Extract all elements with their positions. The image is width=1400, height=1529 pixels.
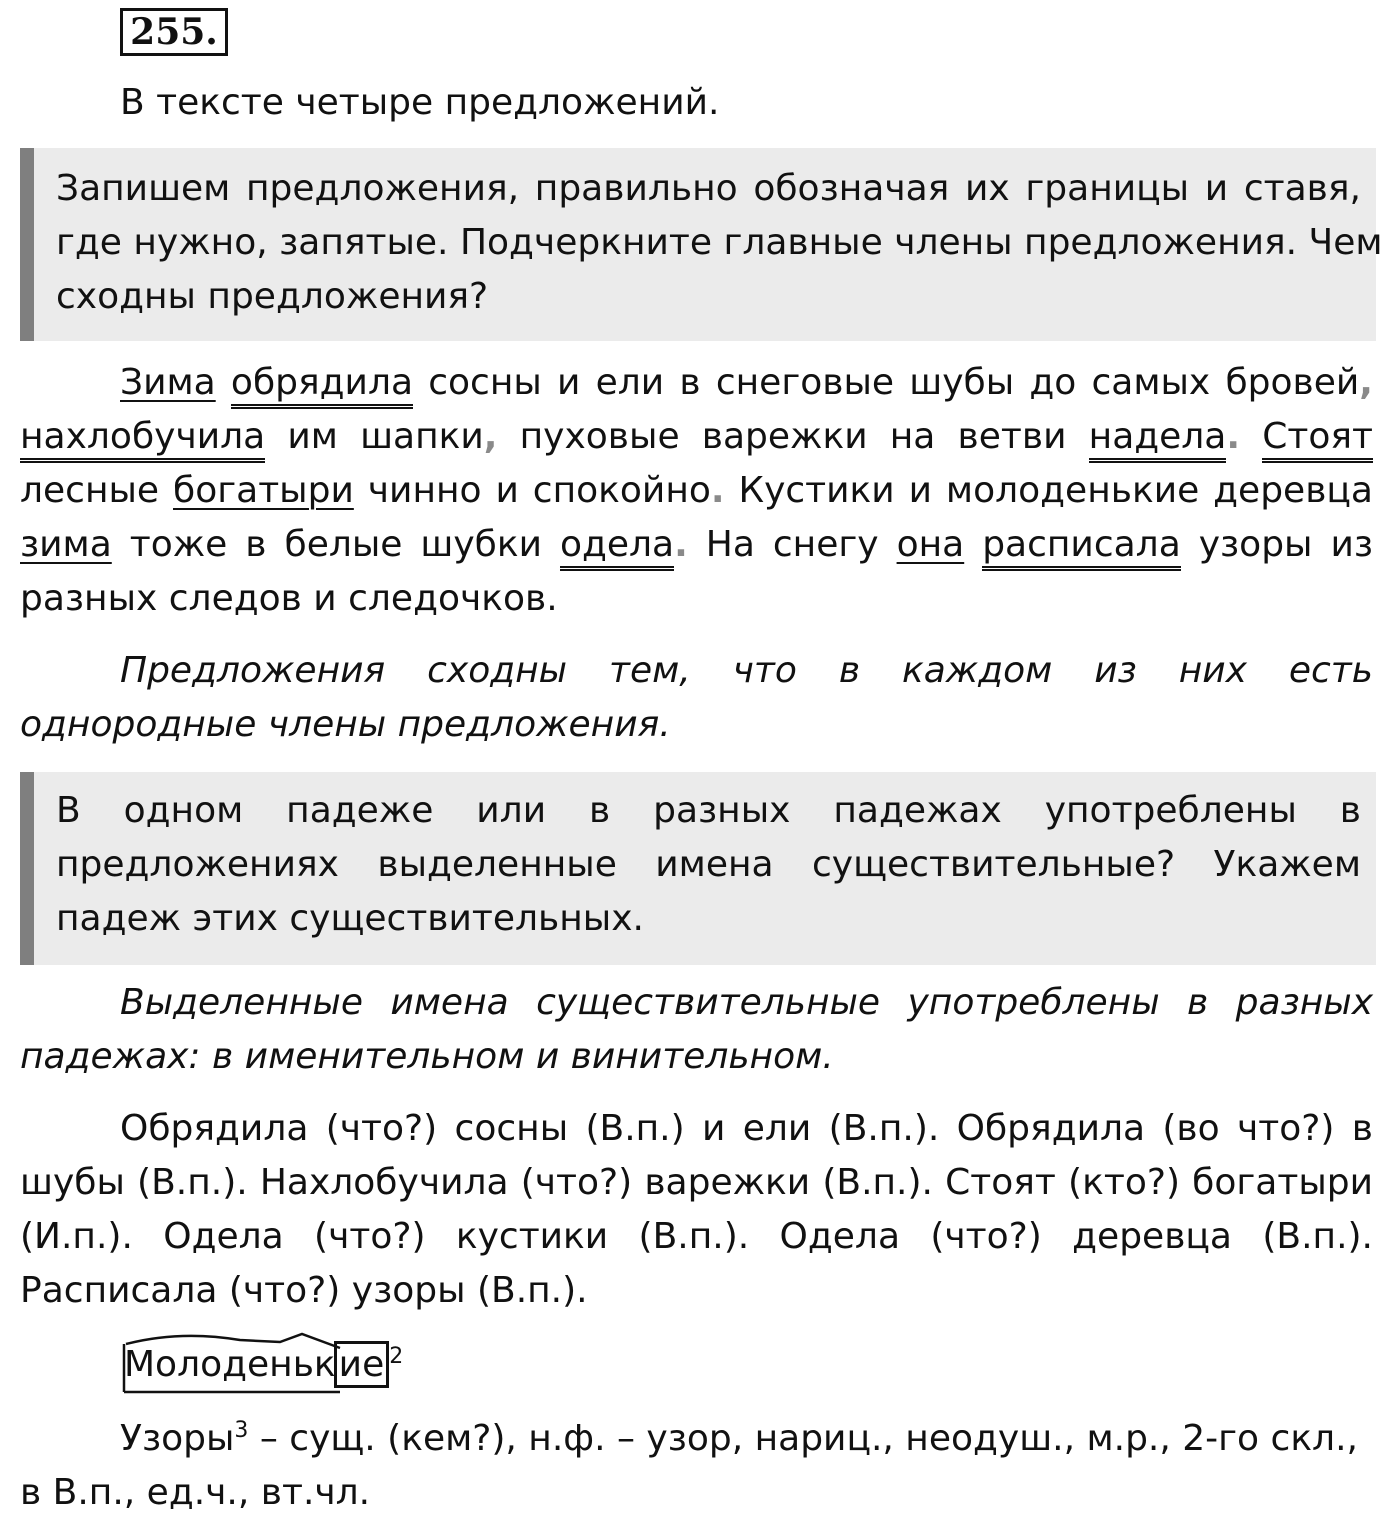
cases-line: Обрядила (что?) сосны (В.п.) и ели (В.п.). Обрядила (во что?) в	[120, 1108, 1373, 1149]
task-box-2	[20, 772, 1376, 965]
subject-word: богатыри	[173, 470, 354, 511]
punctuation-mark: .	[710, 470, 725, 511]
punctuation-mark: .	[674, 524, 688, 565]
answer2-line: падежах: в именительном и винительном.	[20, 1036, 834, 1077]
answer1-line: однородные члены предложения.	[20, 704, 671, 745]
text-fragment: пуховые варежки на ветви	[519, 416, 1067, 457]
cases-line: Расписала (что?) узоры (В.п.).	[20, 1270, 588, 1311]
text-line	[120, 356, 1373, 410]
subject-word: Зима	[120, 362, 216, 403]
text-fragment: узоры из	[1198, 524, 1373, 565]
analysis-mark: 2	[389, 1344, 404, 1369]
morph-mark: 3	[234, 1418, 249, 1443]
text-line	[20, 410, 1373, 464]
text-fragment	[1089, 416, 1240, 463]
text-line: разных следов и следочков.	[20, 578, 558, 619]
punctuation-mark: ,	[483, 416, 498, 457]
text-fragment: им шапки,	[287, 416, 498, 457]
exercise-number: 255.	[120, 8, 228, 56]
predicate-word: надела	[1089, 416, 1227, 463]
morph-word: Узоры	[120, 1418, 235, 1459]
morph-line: в В.п., ед.ч., вт.чл.	[20, 1472, 371, 1513]
task-box-1	[20, 148, 1383, 341]
word-ending: ие	[334, 1341, 390, 1388]
text-line	[20, 518, 1373, 572]
text-fragment: тоже в белые шубки	[129, 524, 542, 565]
morph-line	[120, 1412, 1358, 1466]
task2-line: предложениях выделенные имена существительные? Укажем	[56, 844, 1361, 885]
predicate-word: Стоят	[1262, 416, 1373, 463]
task1-line: где нужно, запятые. Подчеркните главные члены предложения. Чем	[56, 222, 1383, 263]
task1-line: сходны предложения?	[56, 276, 489, 317]
morph-rest: – сущ. (кем?), н.ф. – узор, нариц., неодуш., м.р., 2-го скл.,	[248, 1418, 1358, 1459]
answer1-line: Предложения сходны тем, что в каждом из них есть	[120, 650, 1373, 691]
text-fragment: сосны и ели в снеговые шубы до самых бровей,	[428, 362, 1373, 403]
predicate-word: обрядила	[231, 362, 413, 409]
text-fragment: Кустики и молоденькие деревца	[738, 470, 1373, 511]
task2-line: падеж этих существительных.	[56, 898, 644, 939]
predicate-word: одела	[560, 524, 674, 571]
text-fragment: На снегу	[705, 524, 879, 565]
punctuation-mark: ,	[1359, 362, 1373, 403]
text-line	[20, 464, 1373, 518]
text-fragment: лесные	[20, 470, 160, 511]
text-fragment: чинно и спокойно.	[367, 470, 725, 511]
predicate-word: нахлобучила	[20, 416, 265, 463]
subject-word: зима	[20, 524, 112, 565]
task2-line: В одном падеже или в разных падежах употреблены в	[56, 790, 1361, 831]
predicate-word: расписала	[982, 524, 1181, 571]
task1-line: Запишем предложения, правильно обозначая их границы и ставя,	[56, 168, 1361, 209]
word-stem: Молоденьк	[124, 1344, 336, 1385]
cases-line: шубы (В.п.). Нахлобучила (что?) варежки (В.п.). Стоят (кто?) богатыри	[20, 1162, 1373, 1203]
subject-word: она	[896, 524, 965, 565]
punctuation-mark: .	[1226, 416, 1241, 457]
answer2-line: Выделенные имена существительные употреблены в разных	[120, 982, 1373, 1023]
cases-line: (И.п.). Одела (что?) кустики (В.п.). Одела (что?) деревца (В.п.).	[20, 1216, 1373, 1257]
text-fragment	[560, 524, 688, 571]
intro-text: В тексте четыре предложений.	[120, 82, 720, 123]
